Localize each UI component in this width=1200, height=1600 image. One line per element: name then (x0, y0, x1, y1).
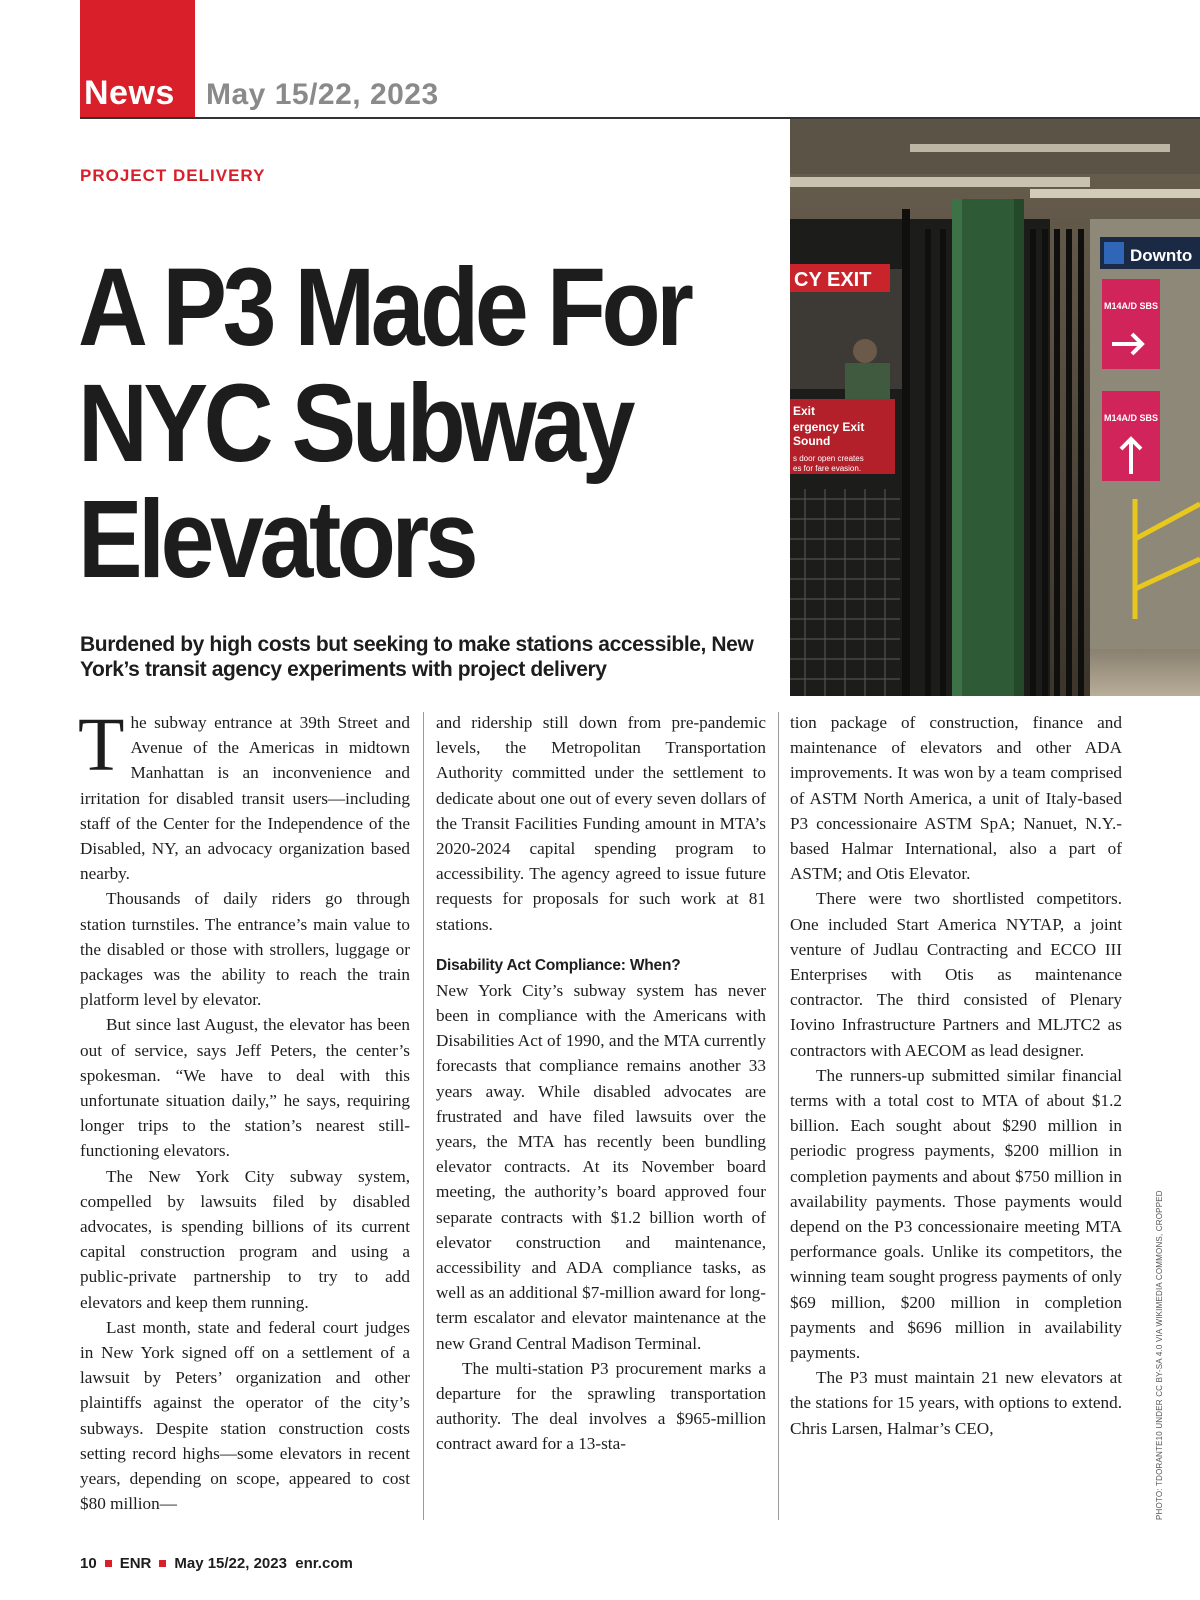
paragraph: New York City’s subway system has never been in compliance with the Americans with Disabilities Act of 1990, and the MTA currently forecasts that compliance remains another 33 years away. While disabled advocates are frustrated and have filed lawsuits over the years, the MTA has recently been bundling elevator contracts. At its November board meeting, the authority’s board approved four separate contracts with $1.2 billion worth of elevator construction and maintenance, accessibility and ADA compliance tasks, as well as an additional $7-million award for long-term escalator and elevator maintenance at the new Grand Central Madison Terminal. (436, 980, 766, 1353)
paragraph: and ridership still down from pre-pandemic levels, the Metropolitan Transportation Authority committed under the settlement to dedicate about one out of every seven dollars of the Transit Facilities Funding amount in MTA’s 2020-2024 capital spending program to accessibility. The agency agreed to issue future requests for proposals for such work at 81 stations. (436, 713, 766, 934)
page-number: 10 (80, 1555, 97, 1572)
sign-door-line-2: es for fare evasion. (793, 464, 862, 473)
separator-square (105, 1560, 112, 1567)
publication-name: ENR (119, 1555, 152, 1572)
subway-entrance-photo (790, 119, 1200, 696)
paragraph: The P3 must maintain 21 new elevators at the stations for 15 years, with options to extend. Chris Larsen, Halmar’s CEO, (790, 1368, 1122, 1438)
paragraph: Thousands of daily riders go through station turnstiles. The entrance’s main value to the disabled or those with strollers, luggage or packages was the ability to reach the train platform level by elevator. (80, 889, 410, 1010)
paragraph: The runners-up submitted similar financial terms with a total cost to MTA of about $1.2 billion. Each sought about $290 million in periodic progress payments, $200 million in completion payments and about $750 million in availability payments. Those payments would depend on the P3 concessionaire meeting MTA performance goals. Unlike its competitors, the winning team sought progress payments of only $69 million, $200 million in completion payments and $696 million in availability payments. (790, 1065, 1122, 1363)
page-footer (80, 1555, 353, 1572)
separator-square (159, 1560, 166, 1567)
sign-route-2: M14A/D SBS (1104, 413, 1159, 423)
sign-sound: Sound (793, 434, 831, 448)
deck: Burdened by high costs but seeking to make stations accessible, New York’s transit agency experiments with project delivery (80, 633, 754, 681)
footer-date: May 15/22, 2023 (174, 1555, 287, 1572)
paragraph: But since last August, the elevator has been out of service, says Jeff Peters, the center’s spokesman. “We have to deal with this unfortunate situation daily,” he says, requiring longer trips to the station’s nearest still-functioning elevators. (80, 1015, 410, 1161)
website[interactable]: enr.com (295, 1555, 353, 1572)
headline (78, 246, 694, 601)
paragraph: There were two shortlisted competitors. One included Start America NYTAP, a joint venture of Judlau Contracting and ECCO III Enterprises with Otis as maintenance contractor. The third consisted of Plenary Iovino Infrastructure Partners and MLJTC2 as contractors with AECOM as lead designer. (790, 889, 1122, 1060)
kicker: PROJECT DELIVERY (80, 166, 266, 185)
article-column-2 (436, 710, 766, 1457)
column-divider (778, 712, 779, 1520)
issue-date: May 15/22, 2023 (206, 78, 439, 111)
article-column-3 (790, 710, 1122, 1441)
photo-credit: PHOTO: TDORANTE10 UNDER CC BY-SA 4.0 VIA WIKIMEDIA COMMONS, CROPPED (1155, 1190, 1164, 1520)
sign-emergency-exit: CY EXIT (794, 269, 872, 291)
paragraph: The New York City subway system, compelled by lawsuits filed by disabled advocates, is spending billions of its current capital construction program and using a public-private partnership to try to add elevators and keep them running. (80, 1166, 410, 1312)
headline-line-2: NYC Subway (78, 362, 632, 485)
dropcap: T (78, 703, 125, 787)
paragraph: Last month, state and federal court judges in New York signed off on a settlement of a lawsuit by Peters’ organization and other plaintiffs against the operator of the city’s subways. Despite station construction costs setting record highs—some elevators in recent years, depending on scope, appeared to cost $80 million— (80, 1317, 410, 1514)
sign-route-1: M14A/D SBS (1104, 301, 1159, 311)
paragraph: The multi-station P3 procurement marks a departure for the sprawling transportation authority. The deal involves a $965-million contract award for a 13-sta- (436, 1358, 766, 1454)
headline-line-3: Elevators (78, 478, 475, 601)
subhead: Disability Act Compliance: When? (436, 956, 681, 974)
paragraph: tion package of construction, finance and maintenance of elevators and other ADA improvements. It was won by a team comprised of ASTM North America, a unit of Italy-based P3 concessionaire ASTM SpA; Nanuet, N.Y.-based Halmar International, also a part of ASTM; and Otis Elevator. (790, 713, 1122, 884)
paragraph-text: he subway entrance at 39th Street and Avenue of the Americas in midtown Manhattan is an inconvenience and irritation for disabled transit users—including staff of the Center for the Independence of the Disabled, NY, an advocacy organization based nearby. (80, 713, 410, 884)
sign-downtown: Downto (1130, 246, 1193, 265)
headline-line-1: A P3 Made For (78, 246, 690, 369)
paragraph (78, 703, 410, 886)
column-divider (423, 712, 424, 1520)
sign-emergency-small: ergency Exit (793, 420, 865, 434)
sign-door-line-1: s door open creates (793, 454, 864, 463)
section-tag: News (84, 74, 175, 112)
article-column-1 (78, 703, 410, 1517)
sign-exit: Exit (793, 404, 816, 418)
